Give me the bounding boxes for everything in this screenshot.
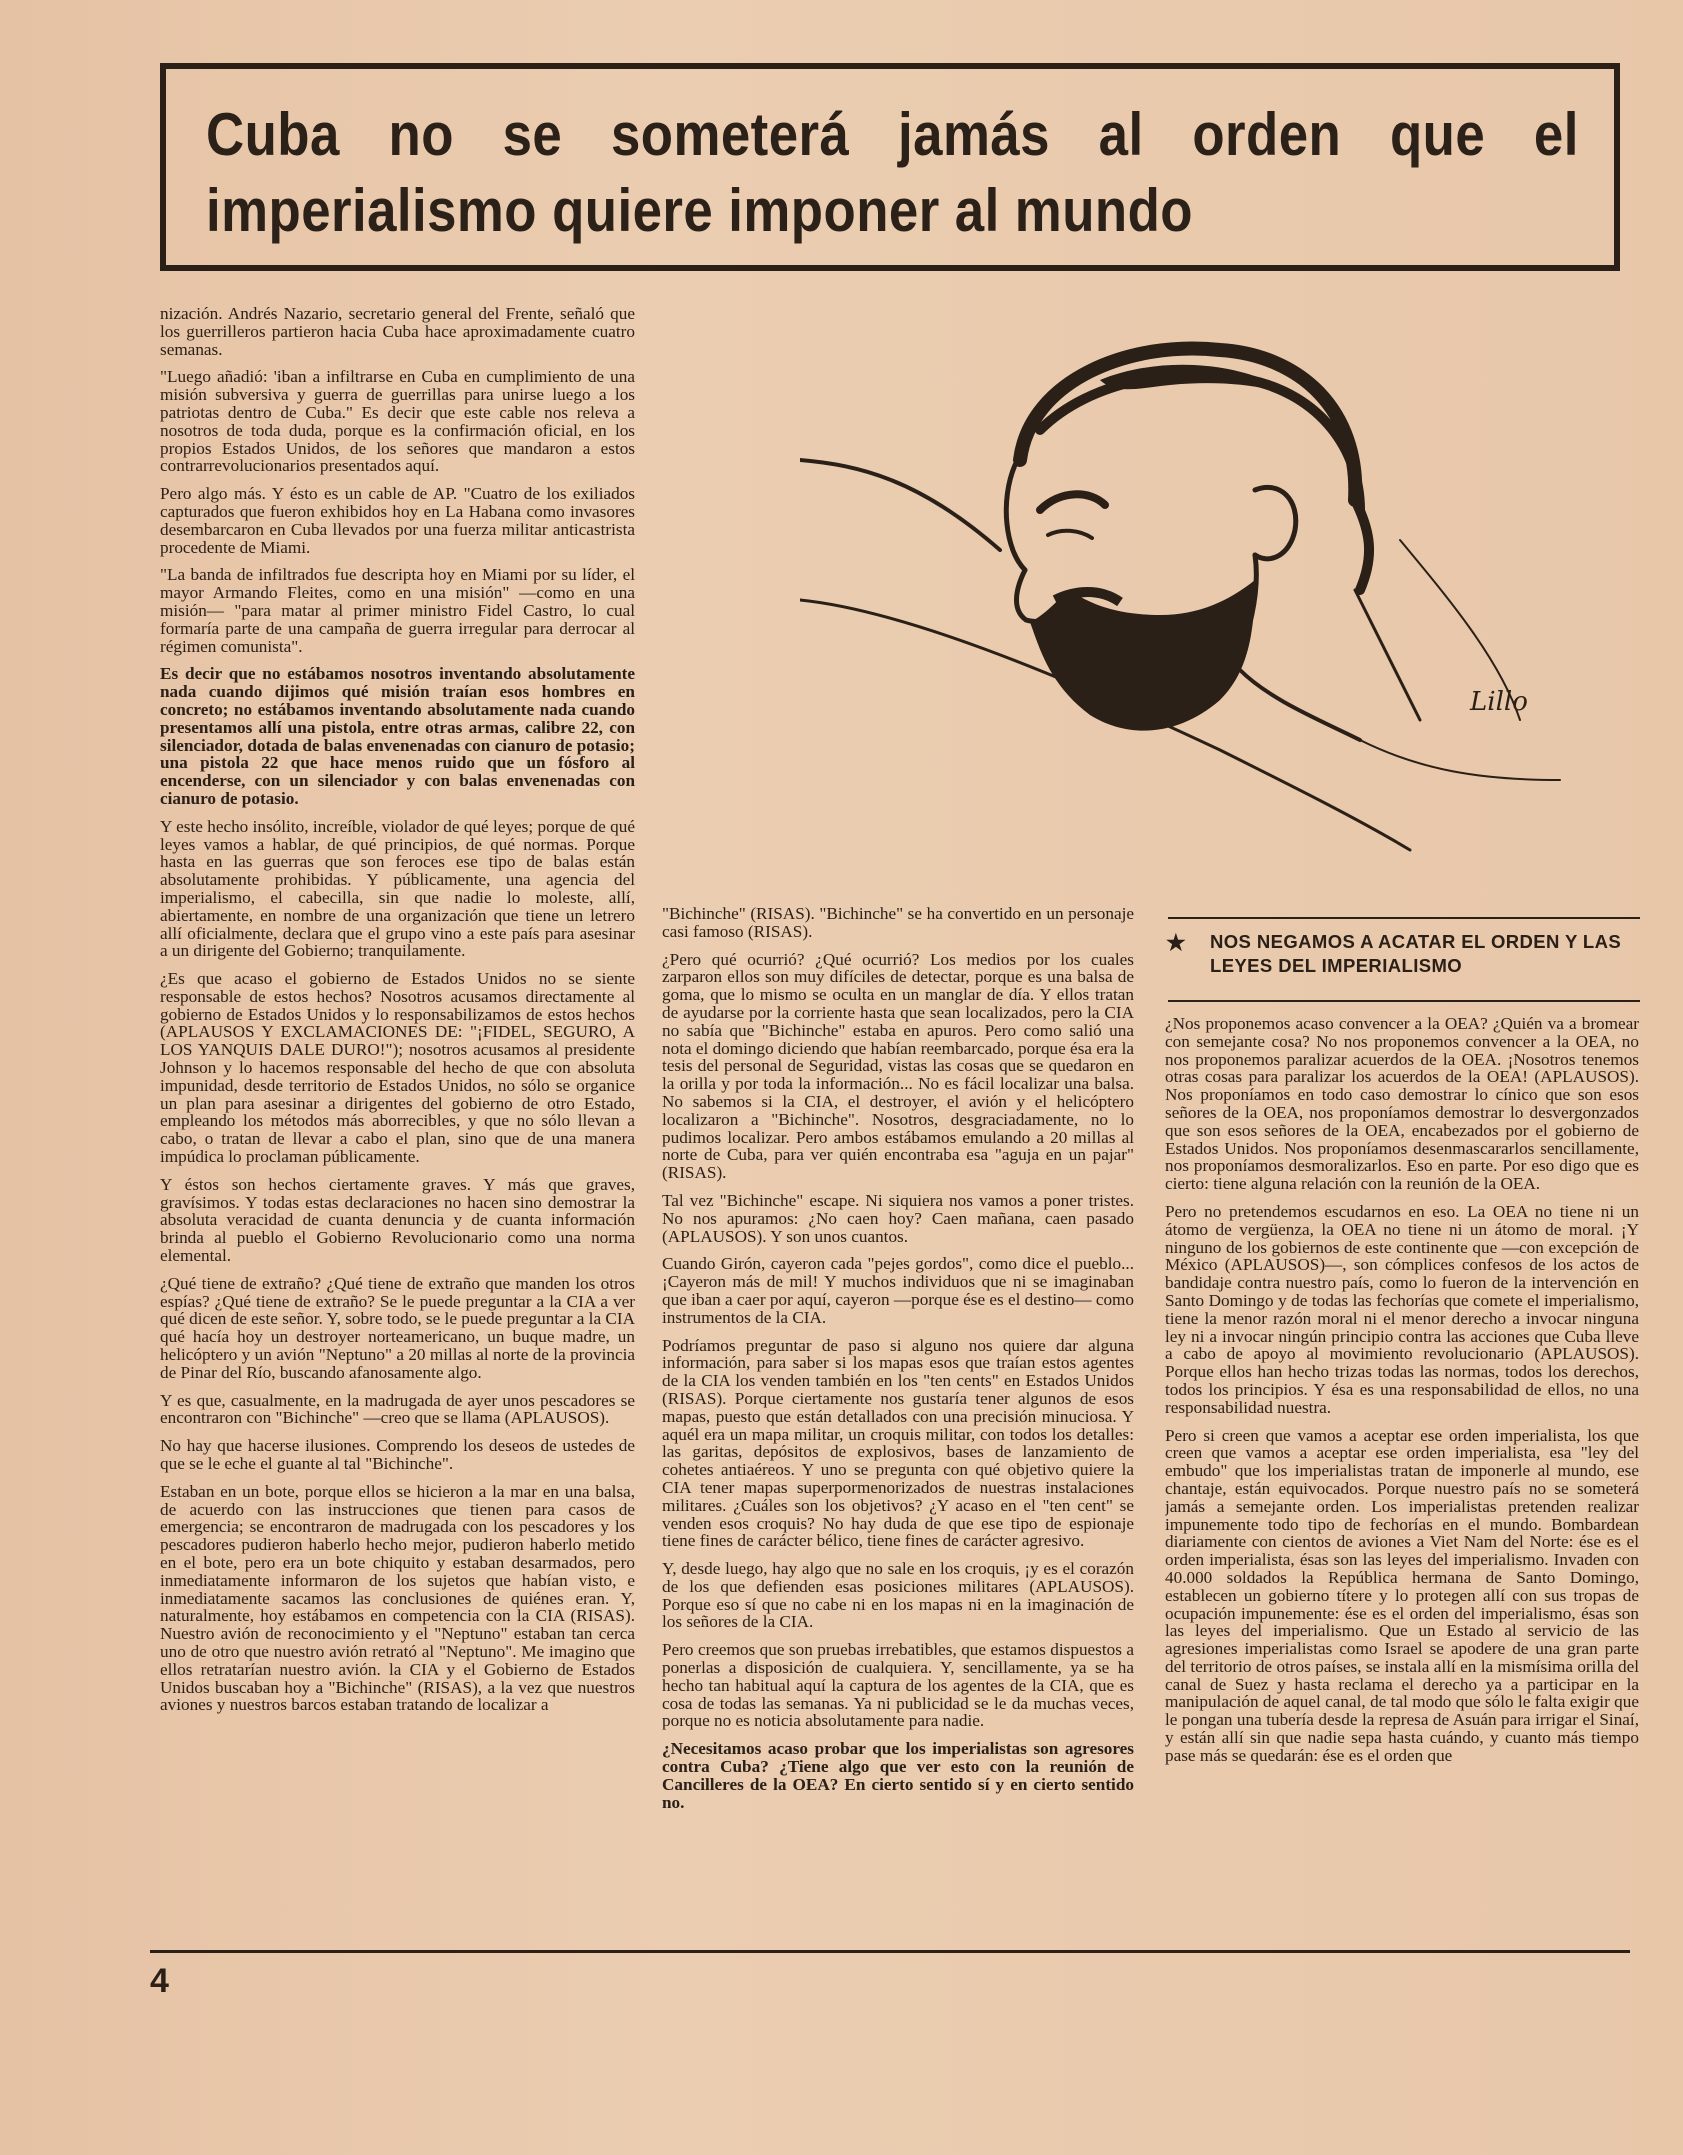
subhead-text: NOS NEGAMOS A ACATAR EL ORDEN Y LAS LEYES DEL IMPERIALISMO bbox=[1210, 931, 1622, 976]
paragraph: Es decir que no estábamos nosotros inventando absolutamente nada cuando dijimos qué misión traían esos hombres en concreto; no estábamos inventando absolutamente nada cuando presentamos allí una pistola, entre otras armas, calibre 22, con silenciador, dotada de balas envenenadas con cianuro de potasio; una pistola 22 que hace menos ruido que un fósforo al encenderse, con un silenciador y con balas envenenadas con cianuro de potasio. bbox=[160, 664, 635, 808]
paragraph: Pero creemos que son pruebas irrebatibles, que estamos dispuestos a ponerlas a disposición de cualquiera. Y, sencillamente, ya se ha hecho tan habitual aquí la captura de los agentes de la CIA, que es cosa de todas las semanas. Ya ni publicidad se le da muchas veces, porque no es noticia absolutamente para nadie. bbox=[662, 1640, 1134, 1731]
paragraph: Estaban en un bote, porque ellos se hicieron a la mar en una balsa, de acuerdo con las instrucciones que tienen para casos de emergencia; se encontraron de madrugada con los pescadores y los pescadores pudieron haberlo hecho mejor, pudieron haberlo metido en el bote, pero era un bote chiquito y estaban desarmados, pero inmediatamente informaron de los sujetos que habían visto, e inmediatamente sacamos las conclusiones de quiénes eran. Y, naturalmente, hoy estábamos en competencia con la CIA (RISAS). Nuestro avión de reconocimiento y el "Neptuno" estaban tan cerca uno de otro que nuestro avión retrató al "Neptuno". Me imagino que ellos retratarían nuestro avión. la CIA y el Gobierno de Estados Unidos buscaban hoy a "Bichinche" (RISAS), a la vez que nuestros aviones y nuestros barcos estaban tratando de localizar a bbox=[160, 1481, 635, 1715]
article-column-right bbox=[1165, 1015, 1639, 1950]
subhead-rule-bottom bbox=[1168, 1000, 1640, 1002]
headline-box bbox=[160, 63, 1620, 271]
portrait-illustration bbox=[800, 340, 1600, 860]
paragraph: ¿Necesitamos acaso probar que los imperialistas son agresores contra Cuba? ¿Tiene algo que ver esto con la reunión de Cancilleres de la OEA? En cierto sentido sí y en cierto sentido no. bbox=[662, 1739, 1134, 1812]
paragraph: Podríamos preguntar de paso si alguno nos quiere dar alguna información, para saber si los mapas esos que traían estos agentes de la CIA los venden también en los "ten cents" en Estados Unidos (RISAS). Porque ciertamente nos gustaría tener algunos de esos mapas, puesto que están detallados con una precisión minuciosa. Y aquél era un mapa militar, un croquis militar, con todos los detalles: las garitas, depósitos de explosivos, bases de lanzamiento de cohetes antiaéreos. Y uno se pregunta con qué objetivo quiere la CIA tener mapas superpormenorizados de nuestras instalaciones militares. ¿Cuáles son los objetivos? ¿Y acaso en el "ten cent" se venden esos croquis? No hay duda de que ese tipo de espionaje tiene fines de carácter bélico, tiene fines de carácter agresivo. bbox=[662, 1335, 1134, 1551]
page-title: Cuba no se someterá jamás al orden que el imperialismo quiere imponer al mundo bbox=[206, 101, 1579, 244]
paragraph: "La banda de infiltrados fue descripta hoy en Miami por su líder, el mayor Armando Fleites, como en una misión" —como en una misión— "para matar al primer ministro Fidel Castro, lo cual formaría parte de una campaña de guerra irregular para derrocar al régimen comunista". bbox=[160, 565, 635, 656]
paragraph: ¿Nos proponemos acaso convencer a la OEA? ¿Quién va a bromear con semejante cosa? No nos proponemos convencer a la OEA, no nos proponemos paralizar acuerdos de la OEA. ¡Nosotros tenemos otras cosas para paralizar los acuerdos de la OEA! (APLAUSOS). Nos proponíamos en todo caso demostrar lo cínico que son esos señores de la OEA, nos proponíamos demostrar lo desvergonzados que son esos señores de la OEA, encabezados por el gobierno de Estados Unidos. Nos proponíamos desenmascararlos sencillamente, nos proponíamos desmoralizarlos. Eso en parte. Por eso digo que es cierto: tiene alguna relación con la reunión de la OEA. bbox=[1165, 1015, 1639, 1194]
paragraph: ¿Qué tiene de extraño? ¿Qué tiene de extraño que manden los otros espías? ¿Qué tiene de extraño? Se le puede preguntar a la CIA a ver qué dicen de este señor. Y, sobre todo, se le puede preguntar a la CIA qué hacía hoy un destroyer norteamericano, un buque madre, un helicóptero y un avión "Neptuno" a 20 millas al norte de la provincia de Pinar del Río, buscando afanosamente algo. bbox=[160, 1273, 635, 1382]
paragraph: Pero si creen que vamos a aceptar ese orden imperialista, los que creen que vamos a aceptar ese orden imperialista, esa "ley del embudo" que los imperialistas tratan de imponerle al mundo, ese chantaje, están equivocados. Porque nuestro país no se someterá jamás a semejante orden. Los imperialistas pretenden realizar impunemente todo tipo de fechorías en el mundo. Bombardean diariamente con cientos de aviones a Viet Nam del Norte: ése es el orden imperialista, ésas son las leyes del imperialismo. Invaden con 40.000 soldados la República hermana de Santo Domingo, establecen un gobierno títere y lo protegen allí con sus tropas de ocupación impunemente: ése es el orden del imperialismo, ésas son las leyes del imperialismo. Que un Estado al servicio de las agresiones imperialistas como Israel se apodere de una gran parte del territorio de otros países, se instala allí en la mismísima orilla del canal de Suez y hasta reclama el derecho ya a participar en la manipulación de aquel canal, de tal modo que sólo le falta exigir que le pongan una tubería desde la represa de Asuán para irrigar el Sinaí, y están allí sin que nadie sepa hasta cuándo, y cuanto más tiempo pase más se quedarán: ése es el orden que bbox=[1165, 1425, 1639, 1765]
subhead-rule-top bbox=[1168, 917, 1640, 919]
paragraph: "Luego añadió: 'iban a infiltrarse en Cuba en cumplimiento de una misión subversiva y guerra de guerrillas para unirse luego a los patriotas dentro de Cuba." Es decir que este cable nos releva a nosotros de toda duda, porque es la confirmación oficial, en los propios Estados Unidos, de los señores que mandaron a estos contrarrevolucionarios presentados aquí. bbox=[160, 367, 635, 476]
paragraph: Pero algo más. Y ésto es un cable de AP. "Cuatro de los exiliados capturados que fueron exhibidos hoy en La Habana como invasores desembarcaron en Cuba llevados por una fuerza militar anticastrista procedente de Miami. bbox=[160, 484, 635, 557]
paragraph: "Bichinche" (RISAS). "Bichinche" se ha convertido en un personaje casi famoso (RISAS). bbox=[662, 905, 1134, 941]
paragraph: ¿Pero qué ocurrió? ¿Qué ocurrió? Los medios por los cuales zarparon ellos son muy difíciles de detectar, porque es una balsa de goma, que lo mismo se oculta en un manglar de día. Y ellos tratan de ayudarse por la corriente hasta que sean localizados, pero la CIA no sabía que "Bichinche" estaba en apuros. Pero como salió una nota el domingo diciendo que habían reembarcado, porque ésa era la tesis del personal de Seguridad, vistas las cosas que se quedaron en la orilla y por toda la información... No es fácil localizar una balsa. No sabemos si la CIA, el destroyer, el avión y el helicóptero localizaron a "Bichinche". Nosotros, desgraciadamente, no lo pudimos localizar. Pero ambos estábamos emulando a 20 millas al norte de Cuba, para ver quién encontraba esa "aguja en un pajar" (RISAS). bbox=[662, 949, 1134, 1183]
paragraph: Tal vez "Bichinche" escape. Ni siquiera nos vamos a poner tristes. No nos apuramos: ¿No caen hoy? Caen mañana, caen pasado (APLAUSOS). Y son unos cuantos. bbox=[662, 1190, 1134, 1246]
illustrator-signature: Lillo bbox=[1470, 687, 1528, 717]
paragraph: Cuando Girón, cayeron cada "pejes gordos", como dice el pueblo... ¡Cayeron más de mil! Y muchos individuos que ni se imaginaban que iban a caer por aquí, cayeron —porque ése es el destino— como instrumentos de la CIA. bbox=[662, 1254, 1134, 1327]
paragraph: Y éstos son hechos ciertamente graves. Y más que graves, gravísimos. Y todas estas declaraciones no hacen sino demostrar la absoluta veracidad de cuanta denuncia y de cuanta información brinda al pueblo el Gobierno Revolucionario como una norma elemental. bbox=[160, 1174, 635, 1266]
star-icon: ★ bbox=[1166, 930, 1186, 955]
paragraph: ¿Es que acaso el gobierno de Estados Unidos no se siente responsable de estos hechos? Nosotros acusamos directamente al gobierno de Estados Unidos y lo responsabilizamos de estos hechos (APLAUSOS Y EXCLAMACIONES DE: "¡FIDEL, SEGURO, A LOS YANQUIS DALE DURO!"); nosotros acusamos al presidente Johnson y lo hacemos responsable del hecho de que con absoluta impunidad, desde territorio de Estados Unidos, no sólo se organice un plan para asesinar a dirigentes del gobierno de otro Estado, empleando los métodos más aborrecibles, y que no sólo llevan a cabo, o tratan de llevar a cabo el plan, sino que de una manera impúdica lo proclaman públicamente. bbox=[160, 969, 635, 1167]
page-number: 4 bbox=[150, 1962, 169, 2000]
footer-rule bbox=[150, 1950, 1630, 1953]
paragraph: Y este hecho insólito, increíble, violador de qué leyes; porque de qué leyes vamos a hablar, de qué principios, de qué normas. Porque hasta en las guerras que son feroces ese tipo de balas están absolutamente prohibidas. Y públicamente, una agencia del imperialismo, el cabecilla, sin que nadie lo moleste, allí, abiertamente, en nombre de una organización que tiene un letrero allí oficialmente, declara que el grupo vino a este país para asesinar a un dirigente del Gobierno; tranquilamente. bbox=[160, 816, 635, 961]
paragraph: No hay que hacerse ilusiones. Comprendo los deseos de ustedes de que se le eche el guante al tal "Bichinche". bbox=[160, 1436, 635, 1474]
article-column-left bbox=[160, 305, 635, 1945]
article-column-middle bbox=[662, 905, 1134, 1945]
paragraph: Pero no pretendemos escudarnos en eso. La OEA no tiene ni un átomo de vergüenza, la OEA no tiene ni un átomo de moral. ¡Y ninguno de los gobiernos de este continente que —con excepción de México (APLAUSOS)—, son cómplices confesos de los actos de bandidaje contra nuestro país, como lo fueron de la intervención en Santo Domingo y de todas las fechorías que comete el imperialismo, tiene la menor razón moral ni el menor derecho a invocar ninguna ley ni a invocar ningún principio contra las acciones que Cuba lleve a cabo de apoyo al movimiento revolucionario (APLAUSOS). Porque ellos han hecho trizas todas las normas, todos los derechos, todos los principios. Y ésa es una responsabilidad de ellos, no una responsabilidad nuestra. bbox=[1165, 1201, 1639, 1417]
paragraph: nización. Andrés Nazario, secretario general del Frente, señaló que los guerrilleros partieron hacia Cuba hace aproximadamente cuatro semanas. bbox=[160, 305, 635, 359]
paragraph: Y, desde luego, hay algo que no sale en los croquis, ¡y es el corazón de los que defienden esas posiciones militares (APLAUSOS). Porque eso sí que no cabe ni en los mapas ni en la imaginación de los señores de la CIA. bbox=[662, 1559, 1134, 1632]
paragraph: Y es que, casualmente, en la madrugada de ayer unos pescadores se encontraron con "Bichinche" —creo que se llama (APLAUSOS). bbox=[160, 1390, 635, 1428]
